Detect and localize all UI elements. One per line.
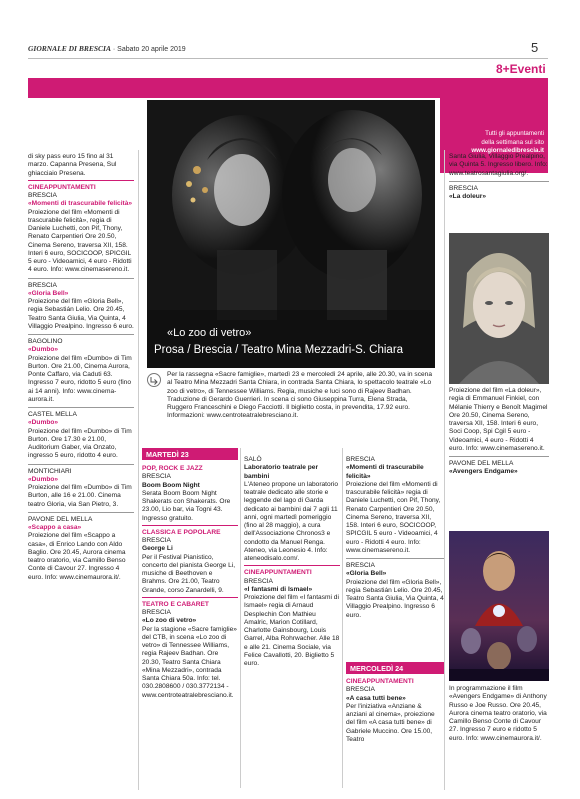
promo-line-2: della settimana sul sito xyxy=(481,138,544,146)
event-body: Per il Festival Pianistico, concerto del pianista George Li, musiche di Beethoven e Brahms. Ore 21.00, Teatro Grande, corso Zanardelli, 9. xyxy=(142,553,236,594)
header-line xyxy=(28,44,186,53)
divider xyxy=(28,512,134,513)
divider xyxy=(244,565,340,566)
event-body: Proiezione del film «Scappo a casa», di Enrico Lando con Aldo Baglio. Ore 20.45, Aurora cinema teatro oratorio, via Camillo Benso Conte di Cavour 27. Ingresso 4 euro. Info: www.cinemaurora.it/. xyxy=(28,532,126,581)
continued-text: di sky pass euro 15 fino al 31 marzo. Capanna Presena, Sul ghiacciaio Presena. xyxy=(28,153,117,177)
event-title: «La doleur» xyxy=(449,193,487,200)
movie-poster xyxy=(449,531,549,681)
divider xyxy=(449,456,549,457)
event-body: In programmazione il film «Avengers Endgame» di Anthony Russo e Joe Russo. Ore 20.45, Aurora cinema teatro oratorio, via Camillo Benso Conte di Cavour 27. Ingresso 7 euro e ridotto 5 euro. Info: www.cinemaurora.it/. xyxy=(449,685,547,742)
event-title: «Gloria Bell» xyxy=(28,289,69,297)
event-city: BRESCIA xyxy=(28,281,57,289)
event-city: BRESCIA xyxy=(346,562,375,569)
day-header-martedi: MARTEDÌ 23 xyxy=(142,448,238,460)
event-city: BRESCIA xyxy=(346,456,375,463)
event-city: MONTICHIARI xyxy=(28,467,72,475)
event-title: «Scappo a casa» xyxy=(28,524,82,531)
event-title: «A casa tutti bene» xyxy=(346,694,406,702)
event-body: Proiezione del film «Dumbo» di Tim Burton, alle 16 e 21.00. Cinema teatro Gloria, via San Pietro, 3. xyxy=(28,484,132,508)
event-city: BAGOLINO xyxy=(28,338,63,345)
continued-text: Santa Giulia, Villaggio Prealpino, via Quinta 5. Ingresso libero. Info: www.teatrosantagiulia.org/. xyxy=(449,153,548,177)
event-title: George Li xyxy=(142,545,173,553)
section-heading: CINEAPPUNTAMENTI xyxy=(244,569,312,577)
event-body: Per l'iniziativa «Anziane & anziani al cinema», proiezione del film «A casa tutti bene» di Gabriele Muccino. Ore 15.00, Teatro xyxy=(346,702,435,743)
event-title: «Dumbo» xyxy=(28,475,59,483)
divider xyxy=(28,278,134,279)
section-title: 8+Eventi xyxy=(496,62,546,76)
divider xyxy=(28,464,134,465)
divider xyxy=(449,181,549,182)
event-city: BRESCIA xyxy=(346,686,375,694)
hero-description-text: Per la rassegna «Sacre famiglie», martedì 23 e mercoledì 24 aprile, alle 20.30, va in scena al Teatro Mina Mezzadri Santa Chiara, in contrada Santa Chiara, lo spettacolo teatrale «Lo zoo di vetro», di Tennessee Williams. Regia, musiche e luci sono di Rajeev Badhan. Traduzione di Gerardo Guerrieri. In scena ci sono Giuseppina Turra, Elena Strada, Ruggero Franceschini e Diego Facciotti. Il biglietto costa, in prevendita, 17.92 euro. Informazioni: www.centroteatralebresciano.it. xyxy=(167,371,432,420)
column-rule xyxy=(138,150,139,790)
event-body: Proiezione del film «Gloria Bell», regia Sebastián Lelio. Ore 20.45, Teatro Santa Giulia, Via Quinta, 4 Villaggio Prealpino. Ingresso 6 euro. xyxy=(28,298,134,330)
event-city: BRESCIA xyxy=(142,473,171,481)
event-city: PAVONE DEL MELLA xyxy=(449,460,514,467)
hero-title: «Lo zoo di vetro» xyxy=(167,327,252,339)
accent-bar xyxy=(28,78,508,98)
header-rule xyxy=(28,58,548,59)
section-heading: CINEAPPUNTAMENTI xyxy=(346,678,414,685)
event-city: BRESCIA xyxy=(142,609,171,616)
issue-date: · Sabato 20 aprile 2019 xyxy=(112,46,186,53)
event-title: Laboratorio teatrale per bambini xyxy=(244,464,319,480)
event-title: «Momenti di trascurabile felicità» xyxy=(28,200,133,208)
event-city: BRESCIA xyxy=(142,537,171,544)
page-number: 5 xyxy=(531,40,539,55)
category-heading: TEATRO E CABARET xyxy=(142,600,209,608)
event-body: Per la stagione «Sacre famiglie» del CTB, in scena «Lo zoo di vetro» di Tennessee Williams, regia Rajeev Badhan. Ore 20.30, Teatro Santa Chiara «Mina Mezzadri», contrada Santa Chiara 50a. Info: tel. 030.2808600 / 030.3772134 - www.centroteatralebresciano.it. xyxy=(142,625,237,699)
hero-photo xyxy=(147,100,435,368)
hero-subtitle: Prosa / Brescia / Teatro Mina Mezzadri-S. Chiara xyxy=(154,344,404,356)
event-title: «Momenti di trascurabile felicità» xyxy=(346,464,424,480)
portrait-illustration xyxy=(449,233,549,384)
column-3 xyxy=(244,456,340,668)
event-city: BRESCIA xyxy=(449,184,478,192)
event-city: BRESCIA xyxy=(28,192,57,199)
event-title: «Lo zoo di vetro» xyxy=(142,617,197,625)
hero-description xyxy=(167,371,433,421)
column-1 xyxy=(28,153,134,582)
event-body: Proiezione del film «Momenti di trascurabile felicità», regia di Daniele Luchetti, con Pif, Thony, Renato Carpentieri Ore 20.50, Cinema Sereno, traversa XII, 158. Interi 6 euro, SOCICOOP, SPICGIL 5 euro - Videoamici, 4 euro - Ridotti 4 euro. Info: www.cinemasereno.it. xyxy=(28,208,132,274)
right-column-middle xyxy=(449,387,549,477)
event-city: CASTEL MELLA xyxy=(28,411,77,418)
divider xyxy=(28,334,134,335)
category-heading: CLASSICA E POPOLARE xyxy=(142,528,221,536)
poster-illustration xyxy=(449,531,549,681)
event-title: «Dumbo» xyxy=(28,346,59,354)
column-4 xyxy=(346,456,444,620)
event-title: «I fantasmi di Ismael» xyxy=(244,585,313,593)
column-4-lower xyxy=(346,678,444,744)
event-city: BRESCIA xyxy=(244,577,273,585)
column-rule xyxy=(444,150,445,790)
column-2 xyxy=(142,465,238,700)
event-title: Boom Boom Night xyxy=(142,481,200,489)
promo-line-1: Tutti gli appuntamenti xyxy=(485,130,544,137)
right-column-bottom xyxy=(449,685,549,743)
column-rule xyxy=(240,448,241,788)
event-title: «Avengers Endgame» xyxy=(449,468,518,476)
category-heading: POP, ROCK E JAZZ xyxy=(142,465,203,472)
right-column-top xyxy=(449,153,549,201)
event-title: «Gloria Bell» xyxy=(346,570,387,578)
divider xyxy=(142,597,238,598)
promo-url[interactable]: www.giornaledibrescia.it xyxy=(471,147,544,155)
divider xyxy=(142,525,238,526)
event-body: Proiezione del film «Gloria Bell», regia Sebastián Lelio. Ore 20.45, Teatro Santa Giulia, Via Quinta, 4 Villaggio Prealpino. Ingresso 6 euro. xyxy=(346,578,444,619)
newspaper-name: GIORNALE DI BRESCIA xyxy=(28,44,111,53)
event-body: L'Ateneo propone un laboratorio teatrale dedicato alle storie e leggende del lago di Garda dedicato ai bambini dai 7 agli 11 anni, ogni martedì pomeriggio (fino al 28 maggio), a cura dell'Associazione Chronos3 e condotto da Manuel Renga. Ateneo, via Leonesio 4. Info: ateneodisalo.com/. xyxy=(244,480,339,562)
day-header-mercoledi: MERCOLEDÌ 24 xyxy=(346,662,444,674)
divider xyxy=(28,180,134,181)
event-city: SALÒ xyxy=(244,456,262,463)
event-body: Proiezione del film «Momenti di trascurabile felicità» regia di Daniele Luchetti, con Pif, Thony, Renato Carpentieri Ore 20.50, Cinema Sereno, traversa XII, 158. Interi 6 euro, SOCICOOP, SPICGIL 5 euro - Videoamici, 4 euro - Ridotti 4 euro. Info: www.cinemasereno.it. xyxy=(346,480,441,554)
event-body: Proiezione del film «Dumbo» di Tim Burton. Ore 21.00, Cinema Aurora, Ponte Caffaro, via Caduti 63. Ingresso 7 euro, ridotto 5 euro (fino ai 14 anni). Info: www.cinema-aurora.it. xyxy=(28,354,132,403)
event-city: PAVONE DEL MELLA xyxy=(28,515,93,523)
event-body: Proiezione del film «La doleur», regia di Emmanuel Finkiel, con Mélanie Thierry e Benoît Magimel Ore 20.50, Cinema Sereno, traversa XII, 158. Interi 6 euro, Soci Coop, Spi Cgil 5 euro - Videoamici, 4 euro - Ridotti 4 euro. Info: www.cinemasereno.it. xyxy=(449,387,548,452)
divider xyxy=(28,407,134,408)
divider xyxy=(346,558,444,559)
event-body: Serata Boom Boom Night Shakerats con Shakerats. Ore 23.00, Lio bar, via Togni 43. Ingresso gratuito. xyxy=(142,489,231,522)
event-title: «Dumbo» xyxy=(28,419,59,427)
section-heading: CINEAPPUNTAMENTI xyxy=(28,183,96,191)
arrow-icon xyxy=(147,373,161,387)
event-body: Proiezione del film «I fantasmi di Ismael» regia di Arnaud Desplechin Con Mathieu Amalric, Marion Cotillard, Charlotte Gainsbourg, Louis Garrel, Alba Rohrwacher. Alle 18 e alle 21. Cinema Sociale, via Felice Cavallotti, 20. Biglietto 5 euro. xyxy=(244,594,340,667)
column-rule xyxy=(342,448,343,788)
event-body: Proiezione del film «Dumbo» di Tim Burton. Ore 17.30 e 21.00, Auditorium Gaber, via Onzato, ingresso 5 euro, ridotto 4 euro. xyxy=(28,427,132,460)
portrait-photo xyxy=(449,233,549,384)
